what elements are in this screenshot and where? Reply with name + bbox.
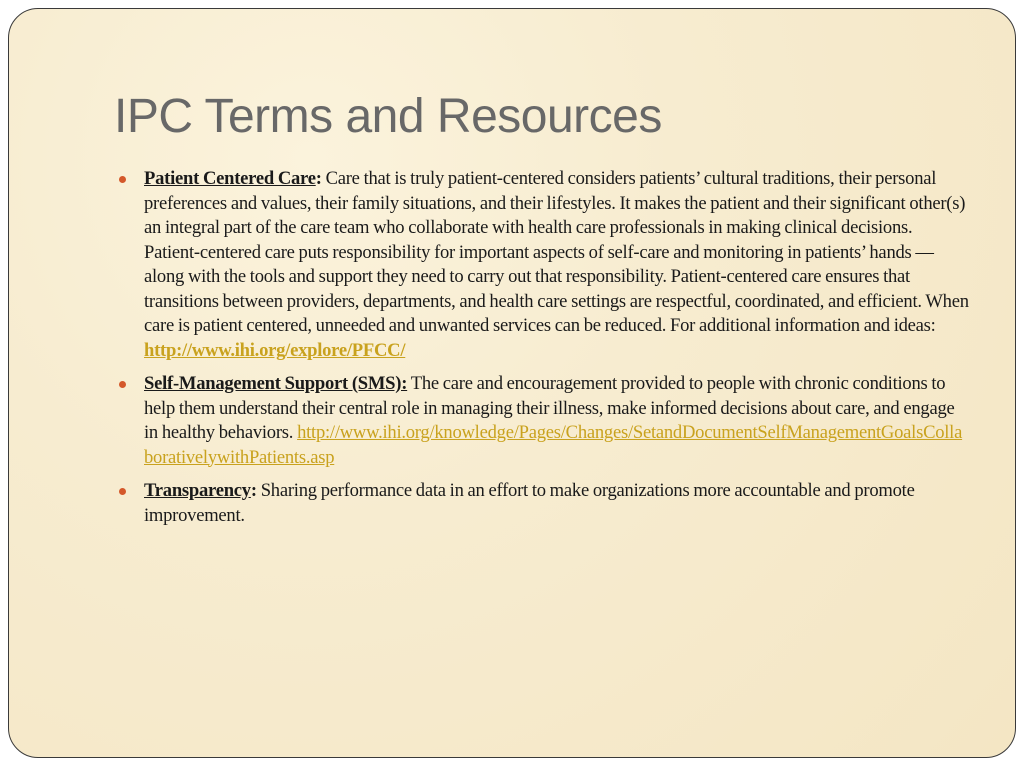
term-label: Patient Centered Care	[144, 168, 316, 189]
pfcc-link[interactable]: http://www.ihi.org/explore/PFCC/	[144, 339, 406, 361]
term-label: Self-Management Support (SMS):	[144, 373, 408, 394]
term-separator: :	[250, 480, 257, 501]
term-separator: :	[315, 168, 322, 189]
bullet-icon	[119, 381, 126, 388]
term-definition: Care that is truly patient-centered considers patients’ cultural traditions, their personal preferences and values, their family situations, and their lifestyles. It makes the patient and their significant other(s) an integral part of the care team who collaborate with health care professionals in making clinical decisions. Patient-centered care puts responsibility for important aspects of self-care and monitoring in patients’ hands — along with the tools and support they need to carry out that responsibility. Patient-centered care ensures that transitions between providers, departments, and health care settings are respectful, coordinated, and efficient. When care is patient centered, unneeded and unwanted services can be reduced. For additional information and ideas:	[144, 168, 969, 336]
term-label: Transparency	[144, 480, 251, 501]
bullet-icon	[119, 488, 126, 495]
slide-title: IPC Terms and Resources	[114, 90, 662, 143]
sms-link[interactable]: http://www.ihi.org/knowledge/Pages/Changes/SetandDocumentSelfManagementGoalsCollaborativelywithPatients.asp	[144, 422, 963, 468]
terms-list	[117, 167, 969, 537]
term-definition: The care and encouragement provided to people with chronic conditions to help them understand their central role in managing their illness, make informed decisions about care, and engage in healthy behaviors.	[144, 373, 955, 443]
list-item-self-management-support	[117, 372, 969, 470]
slide	[8, 8, 1016, 758]
term-definition: Sharing performance data in an effort to make organizations more accountable and promote improvement.	[144, 480, 915, 526]
list-item-transparency	[117, 479, 969, 528]
list-item-patient-centered-care	[117, 167, 969, 363]
bullet-icon	[119, 176, 126, 183]
